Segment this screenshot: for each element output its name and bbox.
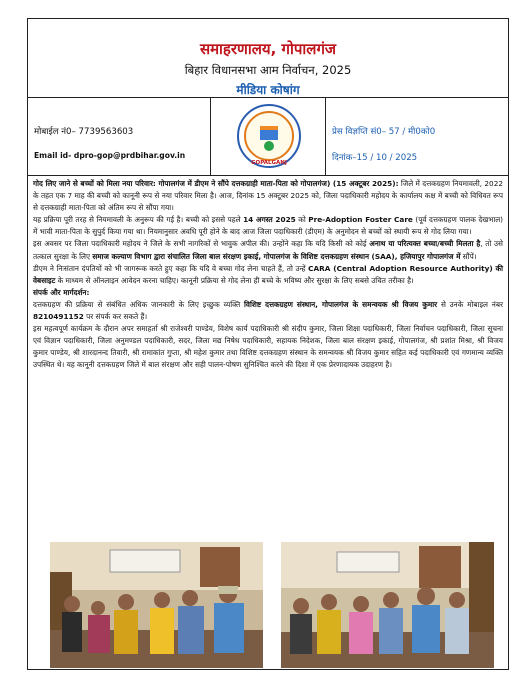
release-cell (326, 98, 508, 175)
appeal-text-c: , तो उसे तत्काल सुरक्षा के लिए (33, 239, 503, 261)
contact-heading: संपर्क और मार्गदर्शन: (33, 287, 90, 297)
cara-text-a: डीएम ने निःसंतान दंपतियों को भी जागरूक करते हुए कहा कि यदि वे बच्चा गोद लेना चाहते हैं, तो उन्हें (33, 263, 309, 273)
paragraph-cara (33, 263, 503, 287)
svg-text:GOPALGANJ: GOPALGANJ (251, 160, 287, 166)
cara-text-b: CARA (Central Adoption Resource Authority) की वेबसाइट (33, 263, 503, 285)
paragraph-intro (33, 178, 503, 214)
paragraph-appeal (33, 238, 503, 262)
contact-text-c: से उनके मोबाइल नंबर (437, 299, 504, 309)
appeal-text-b: अनाथ या परित्यक्त बच्चा/बच्ची मिलता है (369, 239, 481, 249)
event-photo-1 (50, 542, 263, 668)
appeal-text-e: सौंपें। (460, 251, 477, 261)
intro-text: जिले में दत्तकग्रहण नियमावली, 2022 के तहत एक 7 माह की बच्ची को कानूनी रूप से नया परिवार मिला है। आज, दिनांक 15 अक्टूबर 2025 को, जिला पदाधिकारी महोदय के कार्यालय कक्ष में बच्ची को विधिवत रूप से दत्तकग्राही माता-पिता को अंतिम रूप से सौंपा गया। (33, 179, 503, 213)
email-id: Email id- dpro-gop@prdbihar.gov.in (34, 151, 186, 160)
contact-cell (28, 98, 211, 175)
cara-text-c: के माध्यम से ऑनलाइन आवेदन करना चाहिए। कानूनी प्रक्रिया से गोद लेना ही बच्चे के भविष्य और सुरक्षा के लिए सबसे उचित तरीका है। (55, 275, 414, 285)
press-release-page (27, 18, 509, 670)
process-text-c: (पूर्व दत्तकग्रहण पालक देखभाल) में भावी माता-पिता के सुपुर्द किया गया था। नियमानुसार अवधि पूरी होने के बाद आज जिला पदाधिकारी (डीएम) के अनुमोदन से बच्चों को स्थायी रूप से गोद लिया गया। (33, 215, 504, 237)
election-subtitle: बिहार विधानसभा आम निर्वाचन, 2025 (184, 63, 352, 77)
article-body (28, 178, 508, 372)
contact-text-a: दत्तकग्रहण की प्रक्रिया से संबंधित अधिक जानकारी के लिए इच्छुक व्यक्ति (33, 299, 245, 309)
info-table (28, 97, 508, 176)
district-emblem-icon (236, 102, 302, 170)
paragraph-process (33, 214, 503, 238)
release-date: दिनांक–15 / 10 / 2025 (332, 153, 418, 163)
logo-cell (211, 98, 326, 175)
photo-strip (46, 542, 506, 668)
appeal-text-d: समाज कल्याण विभाग द्वारा संचालित जिला बाल संरक्षण इकाई, गोपालगंज के विशिष्ट दत्तकग्रहण संस्थान (SAA), हजियापुर गोपालगंज में (92, 251, 461, 261)
paragraph-attendees: इस महत्वपूर्ण कार्यक्रम के दौरान अपर समाहर्ता श्री राजेश्वरी पाण्डेय, विशेष कार्य पदाधिकारी श्री संदीप कुमार, जिला शिक्षा पदाधिकारी, जिला निर्वाचन पदाधिकारी, जिला सूचना एवं विज्ञान पदाधिकारी, जिला अनुमण्डल पदाधिकारी, सदर, जिला मद्य निषेध पदाधिकारी, सहायक निदेशक, जिला बाल संरक्षण इकाई, गोपालगंज, श्री प्रशांत मिश्रा, श्री विजय कुमार पाण्डेय, श्री शारदानन्द तिवारी, श्री रामाकांत गुप्ता, श्री महेश कुमार तथा विशिष्ट दत्तकग्रहण संस्थान के समन्वयक श्री विजय कुमार सहित कई पदाधिकारी एवं गणमान्य व्यक्ति उपस्थित थे। यह कानूनी दत्तकग्रहण जिले में बाल संरक्षण और सही पालन-पोषण सुनिश्चित करने की दिशा में एक प्रेरणादायक उदाहरण है। (33, 324, 503, 370)
paragraph-contact (33, 299, 503, 323)
process-text-a: यह प्रक्रिया पूरी तरह से नियमावली के अनुरूप की गई है। बच्ची को इससे पहले (33, 215, 244, 225)
foster-date: 14 अगस्त 2025 (243, 215, 296, 225)
pre-adoption-term: Pre-Adoption Foster Care (308, 215, 413, 225)
press-release-number: प्रेस विज्ञप्ति सं0– 57 / मी0को0 (332, 127, 436, 137)
appeal-text-a: इस अवसर पर जिला पदाधिकारी महोदय ने जिले के सभी नागरिकों से भावुक अपील की। उन्होंने कहा कि यदि किसी को कोई (33, 239, 370, 249)
event-photo-2 (281, 542, 494, 668)
media-cell-label: मीडिया कोषांग (236, 83, 300, 97)
contact-text-b: विशिष्ट दत्तकग्रहण संस्थान, गोपालगंज के समन्वयक श्री विजय कुमार (244, 299, 438, 309)
process-text-b: को (295, 215, 309, 225)
contact-phone: 8210491152 (33, 312, 84, 322)
headline: गोद लिए जाने से बच्चों को मिला नया परिवार: गोपालगंज में डीएम ने सौंपे दत्तकग्राही माता-पिता को गोपालगंज) (15 अक्टूबर 2025): (33, 179, 399, 188)
header (28, 19, 508, 97)
contact-text-d: पर संपर्क कर सकते हैं। (83, 312, 148, 322)
office-title: समाहरणालय, गोपालगंज (199, 40, 337, 58)
mobile-number: मोबाईल नं0– 7739563603 (34, 127, 134, 137)
